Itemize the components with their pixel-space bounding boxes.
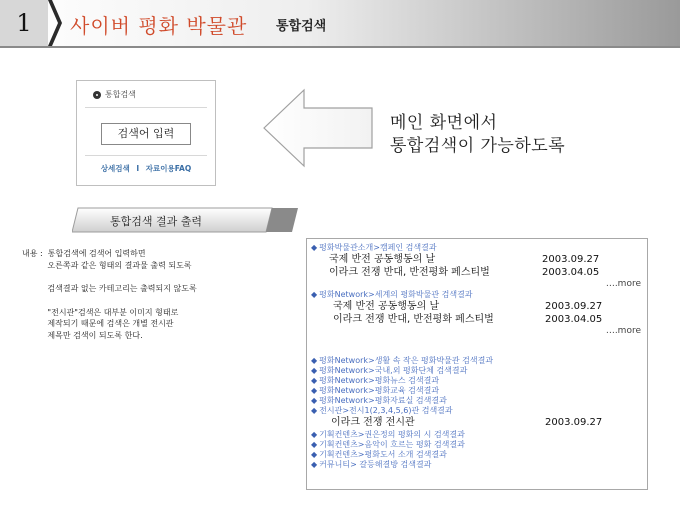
result-category-link[interactable]: ◆ 커뮤니티> 갈등해결방 검색결과: [311, 460, 432, 469]
search-panel-links: [77, 163, 215, 174]
result-tab-label: 통합검색 결과 출력: [110, 215, 203, 228]
search-results-box: [306, 238, 648, 490]
search-panel: [76, 80, 216, 186]
page-title: 사이버 평화 박물관: [70, 14, 248, 38]
description-line: 내용 : 통합검색에 검색어 입력하면: [22, 249, 146, 258]
bullet-icon: [93, 91, 101, 99]
result-item-date: 2003.04.05: [545, 314, 603, 325]
diamond-bullet-icon: ◆: [311, 386, 318, 395]
result-item[interactable]: [311, 253, 641, 266]
result-item-date: 2003.09.27: [542, 254, 600, 265]
page-subtitle: 통합검색: [276, 19, 327, 34]
description-line: 검색결과 없는 카테고리는 출력되지 않도록: [22, 284, 197, 293]
result-item[interactable]: [311, 300, 641, 313]
link-divider: I: [136, 164, 140, 173]
result-category-link[interactable]: ◆ 기획컨텐츠>음악이 흐르는 평화 검색결과: [311, 440, 465, 449]
result-category-link[interactable]: ◆ 기획컨텐츠>평화도서 소개 검색결과: [311, 450, 447, 459]
more-link[interactable]: ….more: [605, 326, 641, 336]
diamond-bullet-icon: ◆: [311, 406, 318, 415]
result-category-link[interactable]: ◆ 기획컨텐츠>권은정의 평화의 시 검색결과: [311, 430, 465, 439]
result-item-title: 이라크 전쟁 반대, 반전평화 페스티벌: [329, 267, 490, 278]
search-input[interactable]: 검색어 입력: [101, 123, 191, 145]
diamond-bullet-icon: ◆: [311, 376, 318, 385]
header-divider: [0, 46, 680, 48]
result-item[interactable]: [311, 416, 641, 430]
section-number: 1: [0, 0, 48, 46]
result-category-link[interactable]: ◆ 평화Network>평화자료실 검색결과: [311, 396, 447, 405]
result-item-title: 국제 반전 공동행동의 날: [333, 301, 440, 312]
diamond-bullet-icon: ◆: [311, 366, 318, 375]
result-item-title: 국제 반전 공동행동의 날: [329, 254, 436, 265]
diamond-bullet-icon: ◆: [311, 290, 318, 299]
faq-link[interactable]: 자료이용FAQ: [145, 164, 192, 173]
result-item[interactable]: [311, 313, 641, 326]
divider: [85, 155, 207, 156]
diamond-bullet-icon: ◆: [311, 440, 318, 449]
caption-line1: 메인 화면에서: [390, 113, 498, 133]
result-item-title: 이라크 전쟁 전시관: [331, 417, 415, 428]
more-link[interactable]: ….more: [605, 279, 641, 289]
diamond-bullet-icon: ◆: [311, 356, 318, 365]
diamond-bullet-icon: ◆: [311, 243, 318, 252]
result-item-date: 2003.09.27: [545, 301, 603, 312]
diamond-bullet-icon: ◆: [311, 430, 318, 439]
result-category-link[interactable]: ◆ 평화Network>평화뉴스 검색결과: [311, 376, 440, 385]
result-item-date: 2003.04.05: [542, 267, 600, 278]
result-item-date: 2003.09.27: [545, 417, 603, 428]
advanced-search-link[interactable]: 상세검색: [100, 164, 130, 173]
result-item-title: 이라크 전쟁 반대, 반전평화 페스티벌: [333, 314, 494, 325]
result-item[interactable]: [311, 266, 641, 279]
result-category-link[interactable]: ◆ 평화박물관소개>캠페인 검색결과: [311, 243, 437, 252]
spacer: [311, 337, 641, 356]
search-panel-heading: [93, 89, 136, 100]
description-line: 오른쪽과 같은 형태의 결과물 출력 되도록: [22, 260, 192, 270]
result-category-link[interactable]: ◆ 전시관>전시1(2,3,4,5,6)관 검색결과: [311, 406, 453, 415]
result-category-link[interactable]: ◆ 평화Network>평화교육 검색결과: [311, 386, 440, 395]
description-line: "전시관"검색은 대부분 이미지 형태로: [22, 307, 179, 317]
diamond-bullet-icon: ◆: [311, 460, 318, 469]
diamond-bullet-icon: ◆: [311, 396, 318, 405]
result-category-link[interactable]: ◆ 평화Network>생활 속 작은 평화박물관 검색결과: [311, 356, 494, 365]
description-line: 제목만 검색이 되도록 한다.: [22, 330, 143, 340]
description-text: [22, 248, 197, 341]
description-line: 제작되기 때문에 검색은 개별 전시관: [22, 319, 174, 328]
caption-line2: 통합검색이 가능하도록: [390, 136, 566, 156]
result-category-link[interactable]: ◆ 평화Network>세계의 평화박물관 검색결과: [311, 290, 473, 299]
left-arrow-icon: [262, 88, 374, 168]
result-category-link[interactable]: ◆ 평화Network>국내,외 평화단체 검색결과: [311, 366, 468, 375]
divider: [85, 107, 207, 108]
chevron-right-icon: [48, 0, 62, 46]
diamond-bullet-icon: ◆: [311, 450, 318, 459]
search-panel-title: 통합검색: [105, 90, 136, 99]
